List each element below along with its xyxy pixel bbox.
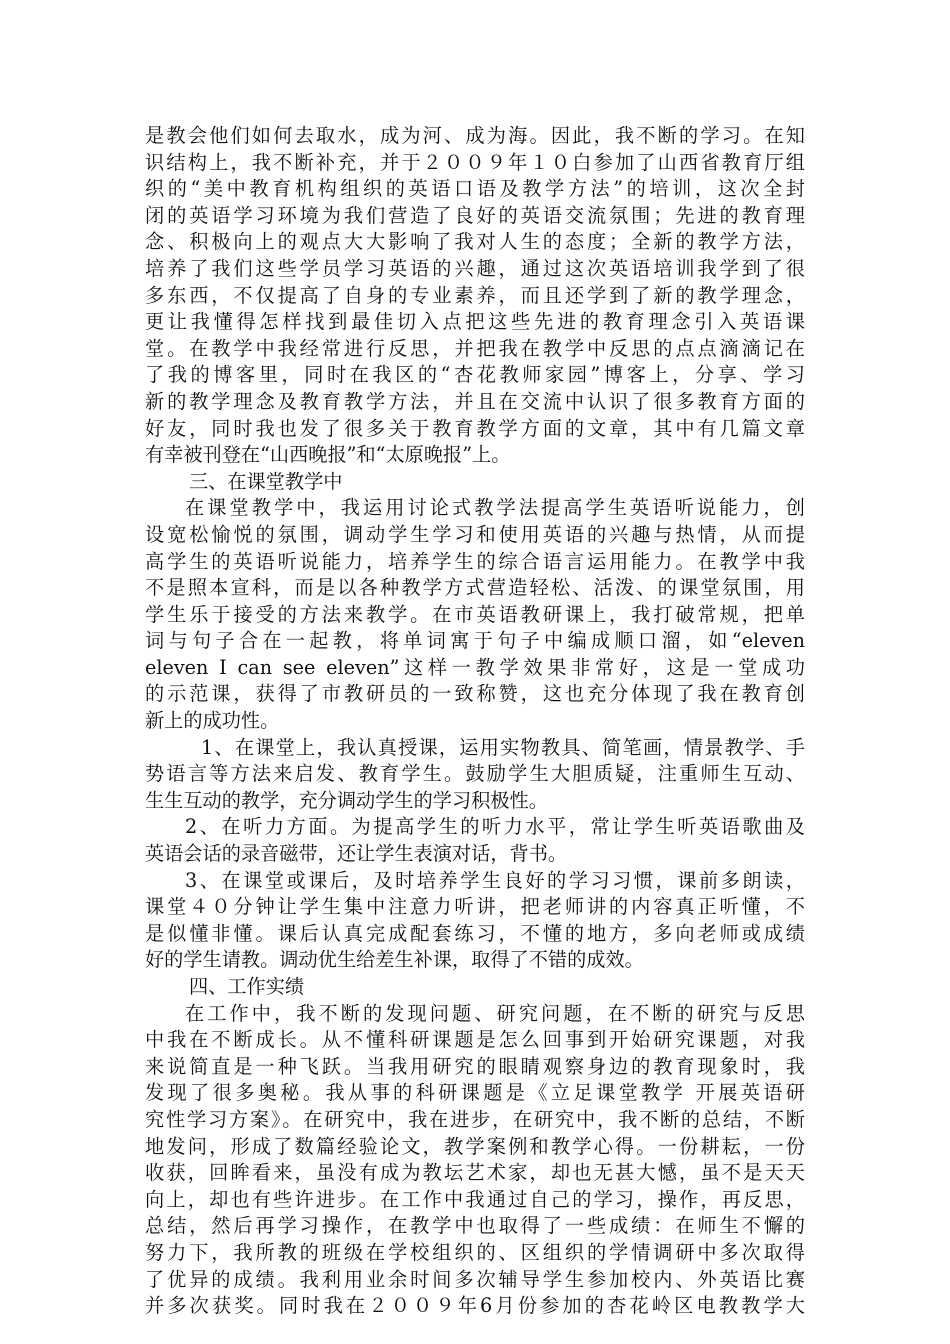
text-line: 好友，同时我也发了很多关于教育教学方面的文章，其中有几篇文章 (145, 416, 805, 440)
text-line: 三、在课堂教学中 (189, 469, 343, 493)
text-line: 发现了很多奥秘。我从事的科研课题是《立足课堂教学 开展英语研 (145, 1081, 805, 1105)
text-line: 势语言等方法来启发、教育学生。鼓励学生大胆质疑，注重师生互动、 (145, 762, 805, 786)
text-line: 生生互动的教学，充分调动学生的学习积极性。 (145, 788, 548, 812)
text-line: 收获，回眸看来，虽没有成为教坛艺术家，却也无甚大憾，虽不是天天 (145, 1161, 805, 1185)
text-line: 3、在课堂或课后，及时培养学生良好的学习习惯，课前多朗读， (185, 868, 805, 892)
text-line: 新上的成功性。 (145, 709, 280, 733)
text-line: 有幸被刊登在“山西晚报”和“太原晚报”上。 (145, 443, 511, 467)
text-line: 1、在课堂上，我认真授课，运用实物教具、简笔画，情景教学、手 (201, 735, 805, 759)
text-line: eleven I can see eleven”这样一教学效果非常好，这是一堂成功 (145, 655, 805, 679)
text-line: 堂。在教学中我经常进行反思，并把我在教学中反思的点点滴滴记在 (145, 336, 805, 360)
text-line: 念、积极向上的观点大大影响了我对人生的态度；全新的教学方法， (145, 230, 805, 254)
text-line: 向上，却也有些许进步。在工作中我通过自己的学习，操作，再反思， (145, 1187, 805, 1211)
text-line: 并多次获奖。同时我在２００９年6月份参加的杏花岭区电教教学大 (145, 1294, 805, 1318)
text-line: 究性学习方案》。在研究中，我在进步，在研究中，我不断的总结，不断 (145, 1107, 805, 1131)
text-line: 是似懂非懂。课后认真完成配套练习，不懂的地方，多向老师或成绩 (145, 921, 805, 945)
text-line: 了优异的成绩。我利用业余时间多次辅导学生参加校内、外英语比赛 (145, 1267, 805, 1291)
text-line: 新的教学理念及教育教学方法，并且在交流中认识了很多教育方面的 (145, 389, 805, 413)
text-line: 了我的博客里，同时在我区的“杏花教师家园”博客上，分享、学习 (145, 363, 805, 387)
text-line: 闭的英语学习环境为我们营造了良好的英语交流氛围；先进的教育理 (145, 203, 805, 227)
text-line: 在课堂教学中，我运用讨论式教学法提高学生英语听说能力，创 (185, 496, 805, 520)
text-line: 识结构上，我不断补充，并于２００９年１０白参加了山西省教育厅组 (145, 150, 805, 174)
text-line: 课堂４０分钟让学生集中注意力听讲，把老师讲的内容真正听懂，不 (145, 895, 805, 919)
text-line: 的示范课，获得了市教研员的一致称赞，这也充分体现了我在教育创 (145, 682, 805, 706)
text-line: 多东西，不仅提高了自身的专业素养，而且还学到了新的教学理念， (145, 283, 805, 307)
text-line: 高学生的英语听说能力，培养学生的综合语言运用能力。在教学中我 (145, 549, 805, 573)
text-line: 四、工作实绩 (189, 975, 305, 998)
text-line: 是教会他们如何去取水，成为河、成为海。因此，我不断的学习。在知 (145, 124, 805, 147)
text-line: 在工作中，我不断的发现问题、研究问题，在不断的研究与反思 (185, 1001, 805, 1025)
text-line: 织的“美中教育机构组织的英语口语及教学方法”的培训，这次全封 (145, 177, 805, 201)
text-line: 更让我懂得怎样找到最佳切入点把这些先进的教育理念引入英语课 (145, 310, 805, 334)
text-line: 培养了我们这些学员学习英语的兴趣，通过这次英语培训我学到了很 (145, 256, 805, 280)
text-line: 好的学生请教。调动优生给差生补课，取得了不错的成效。 (145, 948, 644, 972)
text-line: 词与句子合在一起教，将单词寓于句子中编成顺口溜，如“eleven (145, 629, 805, 653)
text-line: 中我在不断成长。从不懂科研课题是怎么回事到开始研究课题，对我 (145, 1028, 805, 1052)
text-line: 地发问，形成了数篇经验论文，教学案例和教学心得。一份耕耘，一份 (145, 1134, 805, 1158)
text-line: 2、在听力方面。为提高学生的听力水平，常让学生听英语歌曲及 (185, 815, 805, 839)
document-body (145, 123, 805, 1320)
text-line: 学生乐于接受的方法来教学。在市英语教研课上，我打破常规，把单 (145, 602, 805, 626)
text-line: 努力下，我所教的班级在学校组织的、区组织的学情调研中多次取得 (145, 1240, 805, 1264)
text-line: 来说简直是一种飞跃。当我用研究的眼睛观察身边的教育现象时，我 (145, 1054, 805, 1078)
text-line: 设宽松愉悦的氛围，调动学生学习和使用英语的兴趣与热情，从而提 (145, 522, 805, 546)
text-line: 不是照本宣科，而是以各种教学方式营造轻松、活泼、的课堂氛围，用 (145, 576, 805, 600)
text-line: 总结，然后再学习操作，在教学中也取得了一些成绩：在师生不懈的 (145, 1214, 805, 1238)
text-line: 英语会话的录音磁带，还让学生表演对话，背书。 (145, 842, 568, 866)
